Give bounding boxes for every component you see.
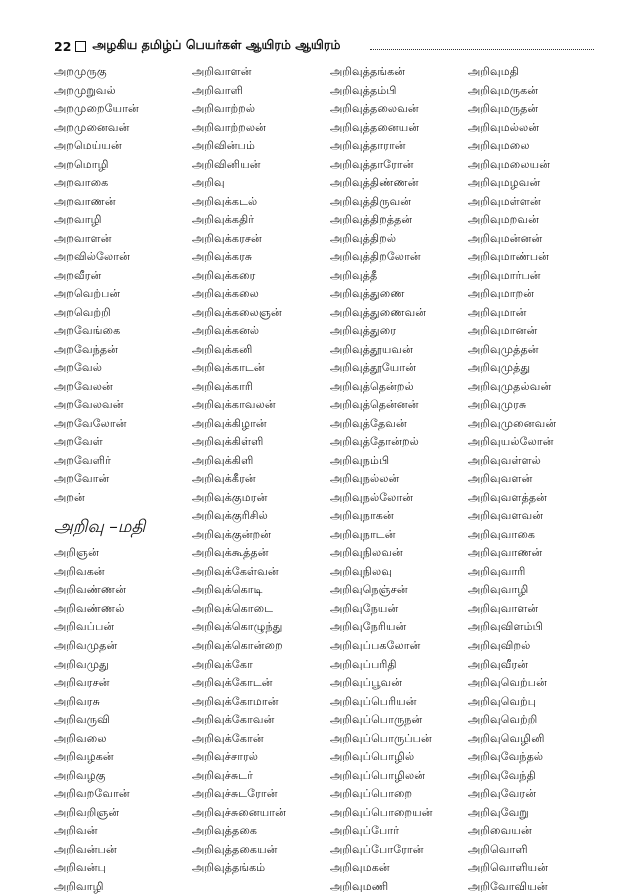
name-entry: அறிவுச்சுடரோன் — [192, 787, 278, 801]
name-entry: அறிவுக்கடல் — [192, 194, 258, 208]
name-entry: அறிவொளி — [468, 842, 528, 856]
name-entry: அறிவுத்தலைவன் — [330, 102, 419, 116]
name-entry: அறிவாளன் — [192, 65, 252, 78]
name-entry: அறிவருவி — [54, 713, 110, 727]
name-entry: அறிவுவெற்பு — [468, 694, 537, 708]
name-entry: அறிஞன் — [54, 546, 99, 560]
name-entry: அறிவுத்துரை — [330, 324, 397, 338]
name-entry: அறிவுச்சாரல் — [192, 750, 259, 764]
name-entry: அறிவறிஞன் — [54, 805, 120, 819]
name-entry: அறிவுத்தேவன் — [330, 416, 407, 430]
name-entry: அறிவுக்குமரன் — [192, 490, 268, 504]
name-entry: அறிவுக்கிழான் — [192, 416, 267, 430]
name-entry: அறிவுக்கிள்ளி — [192, 435, 264, 449]
name-entry: அறிவையன் — [468, 824, 532, 838]
name-entry: அறிவுக்கனல் — [192, 324, 260, 338]
name-entry: அறிவுவளத்தன் — [468, 490, 547, 504]
name-entry: அறிவுப்பொறையன் — [330, 805, 433, 819]
name-entry: அறிவுவீரன் — [468, 657, 529, 671]
name-entry: அறவாழி — [54, 213, 102, 227]
name-entry: அறமுறையோன் — [54, 102, 139, 116]
name-entry: அறிவுமணி — [330, 879, 389, 893]
name-entry: அறிவுக்கோ — [192, 657, 253, 671]
name-entry: அறிவுக்காரி — [192, 379, 253, 393]
name-entry: அறிவுத்தூயவன் — [330, 342, 413, 356]
name-entry: அறிவுக்குரிசில் — [192, 509, 268, 523]
name-entry: அறிவன்பன் — [54, 842, 117, 856]
name-entry: அறிவுக்கரசன் — [192, 231, 262, 245]
name-entry: அறிவுமன்னன் — [468, 231, 543, 245]
name-entry: அறிவுவெற்றி — [468, 713, 538, 727]
name-entry: அறிவுத்தென்றல் — [330, 379, 414, 393]
name-entry: அறிவுப்பூவன் — [330, 676, 403, 690]
name-entry: அறிவுயல்லோன் — [468, 435, 554, 449]
name-entry: அறிவுப்போரோன் — [330, 842, 424, 856]
name-entry: அறிவாற்றல் — [192, 102, 256, 116]
name-entry: அறிவுத்துணைவன் — [330, 305, 427, 319]
name-entry: அறிவுக்காடன் — [192, 361, 265, 375]
name-entry: அறிவாற்றலன் — [192, 120, 266, 134]
name-entry: அறிவுக்கொடை — [192, 601, 274, 615]
square-bullet-icon — [75, 41, 86, 52]
name-entry: அறிவுக்கதிர் — [192, 213, 255, 227]
name-entry: அறிவுமுனைவன் — [468, 416, 557, 430]
name-entry: அறவெற்பன் — [54, 287, 121, 301]
name-entry: அறிவுநம்பி — [330, 453, 390, 467]
name-entry: அறிவுக்கலை — [192, 287, 259, 301]
name-entry: அறிவு — [192, 176, 225, 190]
name-entry: அறிவுவிளம்பி — [468, 620, 543, 634]
name-entry: அறிவுத்தகை — [192, 824, 258, 838]
name-entry: அறிவுநாகன் — [330, 509, 394, 523]
name-entry: அறிவுநேயன் — [330, 601, 399, 615]
name-entry: அறிவுப்பொறை — [330, 787, 413, 801]
name-entry: அறிவுத்தூயோன் — [330, 361, 417, 375]
name-entry: அறிவுத்தாரான் — [330, 139, 406, 153]
name-entry: அறிவுவெற்பன் — [468, 676, 547, 690]
name-column-3 — [330, 63, 480, 896]
name-entry: அறிவுவாளன் — [468, 601, 539, 615]
name-entry: அறிவுக்காவலன் — [192, 398, 276, 412]
name-entry: அறிவுமுத்தன் — [468, 342, 539, 356]
name-entry: அறிவுவாணன் — [468, 546, 543, 560]
name-entry: அறிவண்ணல் — [54, 601, 125, 615]
name-entry: அறிவுக்கொழுந்து — [192, 620, 283, 634]
name-entry: அறிவுமருகன் — [468, 83, 539, 97]
name-entry: அறிவுத்திறல் — [330, 231, 397, 245]
name-entry: அறவாளன் — [54, 231, 112, 245]
name-entry: அறவில்லோன் — [54, 250, 130, 264]
name-entry: அறிவுமள்ளன் — [468, 194, 541, 208]
name-entry: அறிவுமழவன் — [468, 176, 541, 190]
name-entry: அறமொழி — [54, 157, 109, 171]
name-entry: அறிவுத்தனையன் — [330, 120, 420, 134]
name-entry: அறிவுத்திறத்தன் — [330, 213, 413, 227]
name-entry: அறவேலவன் — [54, 398, 124, 412]
name-entry: அறிவுத்துணை — [330, 287, 405, 301]
name-entry: அறிவுத்தகையன் — [192, 842, 278, 856]
name-entry: அறிவுக்கனி — [192, 342, 253, 356]
name-entry: அறிவுக்கொடி — [192, 583, 263, 597]
name-entry: அறவேங்கை — [54, 324, 121, 338]
name-entry: அறிவுவேந்தி — [468, 768, 536, 782]
name-entry: அறிவுமுரசு — [468, 398, 527, 412]
name-entry: அறிவப்பன் — [54, 620, 115, 634]
page-number: 22 — [54, 39, 72, 54]
section-heading: அறிவு –மதி — [54, 517, 146, 538]
name-entry: அறிவுத்தம்பி — [330, 83, 397, 97]
name-entry: அறிவுமுதல்வன் — [468, 379, 552, 393]
name-entry: அறவேல் — [54, 361, 102, 375]
name-entry: அறிவுக்குன்றன் — [192, 527, 272, 541]
name-entry: அறிவுவாகை — [468, 527, 536, 541]
name-entry: அறன் — [54, 490, 85, 504]
name-entry: அறிவுநல்லோன் — [330, 490, 414, 504]
name-entry: அறிவுப்போர் — [330, 824, 400, 838]
name-entry: அறவேந்தன் — [54, 342, 119, 356]
name-entry: அறிவுச்சுனையான் — [192, 805, 286, 819]
name-entry: அறிவுநிலவன் — [330, 546, 403, 560]
name-entry: அறிவுமாண்பன் — [468, 250, 550, 264]
name-entry: அறிவுக்கிளி — [192, 453, 254, 467]
name-entry: அறிவண்ணன் — [54, 583, 127, 597]
name-entry: அறிவுப்பொருநன் — [330, 713, 423, 727]
name-entry: அறிவுநெஞ்சன் — [330, 583, 408, 597]
name-entry: அறிவுத்தென்னன் — [330, 398, 419, 412]
name-entry: அறிவகன் — [54, 564, 105, 578]
name-entry: அறவீரன் — [54, 268, 102, 282]
name-entry: அறிவுநல்லன் — [330, 472, 400, 486]
name-entry: அறிவுவிறல் — [468, 638, 531, 652]
name-entry: அறிவுமுத்து — [468, 361, 531, 375]
name-entry: அறிவுத்திண்ணன் — [330, 176, 419, 190]
name-entry: அறிவுக்கோடன் — [192, 676, 273, 690]
name-entry: அறிவுப்பொழில் — [330, 750, 415, 764]
name-entry: அறவாகை — [54, 176, 109, 190]
name-entry: அறிவுமகன் — [330, 861, 390, 875]
name-entry: அறவாணன் — [54, 194, 116, 208]
name-entry: அறிவுநேரியன் — [330, 620, 407, 634]
name-entry: அறிவினியன் — [192, 157, 261, 171]
name-entry: அறவேலோன் — [54, 416, 127, 430]
name-entry: அறமுருகு — [54, 65, 107, 78]
name-entry: அறிவுத்தாரோன் — [330, 157, 414, 171]
running-header — [54, 34, 594, 54]
running-title: அழகிய தமிழ்ப் பெயர்கள் ஆயிரம் ஆயிரம் — [92, 37, 341, 52]
name-entry: அறிவுத்தங்கம் — [192, 861, 266, 875]
name-entry: அறிவுக்கோன் — [192, 731, 264, 745]
name-entry: அறிவழகன் — [54, 750, 114, 764]
name-entry: அறிவுவேறு — [468, 805, 529, 819]
name-entry: அறிவன்பு — [54, 861, 106, 875]
name-entry: அறிவறவோன் — [54, 787, 130, 801]
name-entry: அறிவுப்பரிதி — [330, 657, 397, 671]
name-entry: அறிவுநிலவு — [330, 564, 393, 578]
name-entry: அறமெய்யன் — [54, 139, 122, 153]
name-entry: அறிவழகு — [54, 768, 106, 782]
name-entry: அறிவுமறவன் — [468, 213, 539, 227]
name-entry: அறிவோவியன் — [468, 879, 548, 893]
name-entry: அறிவுக்கோவன் — [192, 713, 275, 727]
name-entry: அறிவுவாரி — [468, 564, 526, 578]
name-entry: அறிவுக்கூத்தன் — [192, 546, 269, 560]
name-entry: அறிவுப்பொருப்பன் — [330, 731, 432, 745]
name-entry: அறிவுப்பொழிலன் — [330, 768, 426, 782]
name-entry: அறிவரசு — [54, 694, 100, 708]
name-entry: அறவெற்றி — [54, 305, 111, 319]
name-entry: அறிவுத்தீ — [330, 268, 378, 282]
name-entry: அறிவுக்கலைஞன் — [192, 305, 282, 319]
name-entry: அறிவுவேரன் — [468, 787, 537, 801]
name-entry: அறிவுக்கரை — [192, 268, 256, 282]
name-entry: அறிவுக்கீரன் — [192, 472, 256, 486]
name-entry: அறிவுவாழி — [468, 583, 529, 597]
name-entry: அறிவுமான் — [468, 305, 527, 319]
name-column-2 — [192, 63, 342, 878]
name-entry: அறிவுமல்லன் — [468, 120, 540, 134]
name-entry: அறவேலன் — [54, 379, 113, 393]
name-entry: அறவோன் — [54, 472, 110, 486]
name-entry: அறிவுத்தங்கன் — [330, 65, 406, 78]
dotted-leader — [370, 49, 594, 50]
name-entry: அறிவுமலை — [468, 139, 530, 153]
name-entry: அறிவுக்கோமான் — [192, 694, 279, 708]
name-entry: அறிவமுது — [54, 657, 109, 671]
name-entry: அறிவுக்கரசு — [192, 250, 253, 264]
name-entry: அறமுனைவன் — [54, 120, 130, 134]
name-entry: அறிவுத்திருவன் — [330, 194, 412, 208]
name-entry: அறிவுவளன் — [468, 472, 533, 486]
name-entry: அறிவுவேந்தல் — [468, 750, 544, 764]
name-entry: அறிவுவள்ளல் — [468, 453, 541, 467]
name-entry: அறிவன் — [54, 824, 98, 838]
name-entry: அறிவுத்திறலோன் — [330, 250, 421, 264]
name-entry: அறிவுநாடன் — [330, 527, 396, 541]
name-entry: அறிவுமருதன் — [468, 102, 539, 116]
name-entry: அறிவுக்கொன்றை — [192, 638, 283, 652]
name-entry: அறிவுமார்பன் — [468, 268, 541, 282]
name-entry: அறிவுமதி — [468, 65, 519, 78]
name-entry: அறவேளிர் — [54, 453, 111, 467]
name-entry: அறிவுமலையன் — [468, 157, 551, 171]
name-column-4 — [468, 63, 618, 896]
name-entry: அறிவுவெழினி — [468, 731, 545, 745]
name-entry: அறிவலை — [54, 731, 107, 745]
name-entry: அறிவுச்சுடர் — [192, 768, 254, 782]
name-entry: அறிவமுதன் — [54, 638, 118, 652]
name-entry: அறிவுமாறன் — [468, 287, 535, 301]
name-entry: அறிவுக்கேள்வன் — [192, 564, 279, 578]
name-column-1 — [54, 63, 204, 896]
name-entry: அறிவொளியன் — [468, 861, 549, 875]
name-entry: அறிவுத்தோன்றல் — [330, 435, 419, 449]
name-entry: அறிவாழி — [54, 879, 104, 893]
name-entry: அறிவுவளவன் — [468, 509, 544, 523]
name-entry: அறிவரசன் — [54, 676, 110, 690]
name-entry: அறவேள் — [54, 435, 103, 449]
name-entry: அறிவாளி — [192, 83, 243, 97]
name-entry: அறிவுப்பெரியன் — [330, 694, 417, 708]
name-entry: அறிவுமானன் — [468, 324, 538, 338]
name-entry: அறிவின்பம் — [192, 139, 255, 153]
name-entry: அறிவுப்பகலோன் — [330, 638, 421, 652]
name-entry: அறமுறுவல் — [54, 83, 116, 97]
